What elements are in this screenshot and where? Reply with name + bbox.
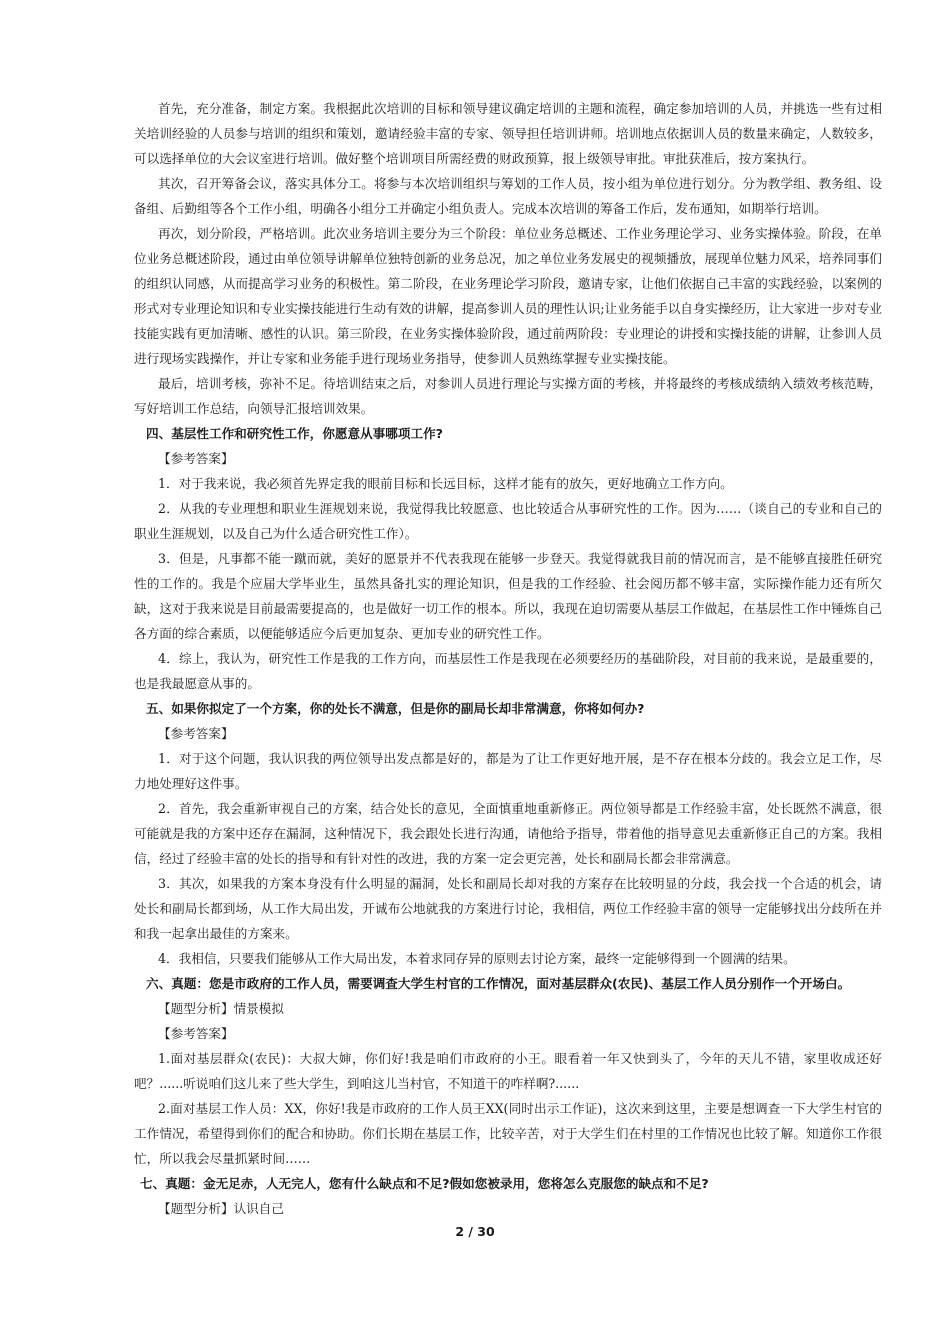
answer-item: 2.面对基层工作人员：XX，你好!我是市政府的工作人员王XX(同时出示工作证)，这次来到这里，主要是想调查一下大学生村官的工作情况，希望得到你们的配合和协助。你们长期在基层工作，比较辛苦，对于大学生们在村里的工作情况也比较了解。知道你工作很忙，所以我会尽量抓紧时间……	[134, 1101, 882, 1166]
question-7-heading: 七、真题：金无足赤，人无完人，您有什么缺点和不足?假如您被录用，您将怎么克服您的缺点和不足?	[140, 1176, 709, 1191]
answer-item: 3．但是，凡事都不能一蹴而就，美好的愿景并不代表我现在能够一步登天。我觉得就我目前的情况而言，是不能够直接胜任研究性的工作的。我是个应届大学毕业生，虽然具备扎实的理论知识，但是我的工作经验、社会阅历都不够丰富，实际操作能力还有所欠缺，这对于我来说是目前最需要提高的，也是做好一切工作的根本。所以，我现在迫切需要从基层工作做起，在基层性工作中锤炼自己各方面的综合素质，以便能够适应今后更加复杂、更加专业的研究性工作。	[134, 551, 882, 641]
paragraph-meeting: 其次，召开筹备会议，落实具体分工。将参与本次培训组织与筹划的工作人员，按小组为单位进行划分。分为教学组、教务组、设备组、后勤组等各个工作小组，明确各小组分工并确定小组负责人。完成本次培训的筹备工作后，发布通知，如期举行培训。	[134, 176, 882, 216]
question-type-analysis: 【题型分析】情景模拟	[158, 1001, 284, 1016]
reference-answer-label: 【参考答案】	[158, 1026, 234, 1041]
answer-item: 1．对于这个问题，我认识我的两位领导出发点都是好的，都是为了让工作更好地开展，是不存在根本分歧的。我会立足工作，尽力地处理好这件事。	[134, 751, 882, 791]
question-4-heading: 四、基层性工作和研究性工作，你愿意从事哪项工作?	[146, 426, 443, 441]
paragraph-stages: 再次，划分阶段，严格培训。此次业务培训主要分为三个阶段：单位业务总概述、工作业务理论学习、业务实操体验。阶段，在单位业务总概述阶段，通过由单位领导讲解单位独特创新的业务总况，加之单位业务发展史的视频播放，展现单位魅力风采，培养同事们的组织认同感，从而提高学习业务的积极性。第二阶段，在业务理论学习阶段，邀请专家，让他们依据自己丰富的实践经验，以案例的形式对专业理论知识和专业实操技能进行生动有效的讲解，提高参训人员的理性认识;让业务能手以自身实操经历，让大家进一步对专业技能实践有更加清晰、感性的认识。第三阶段，在业务实操体验阶段，通过前两阶段：专业理论的讲授和实操技能的讲解，让参训人员进行现场实践操作，并让专家和业务能手进行现场业务指导，使参训人员熟练掌握专业实操技能。	[134, 226, 882, 366]
paragraph-assessment: 最后，培训考核，弥补不足。待培训结束之后，对参训人员进行理论与实操方面的考核，并将最终的考核成绩纳入绩效考核范畴，写好培训工作总结，向领导汇报培训效果。	[134, 376, 882, 416]
answer-item: 2．从我的专业理想和职业生涯规划来说，我觉得我比较愿意、也比较适合从事研究性的工作。因为……（谈自己的专业和自己的职业生涯规划，以及自己为什么适合研究性工作）。	[134, 501, 882, 541]
answer-item: 4．综上，我认为，研究性工作是我的工作方向，而基层性工作是我现在必须要经历的基础阶段，对目前的我来说，是最重要的，也是我最愿意从事的。	[134, 651, 882, 691]
answer-item: 4．我相信，只要我们能够从工作大局出发，本着求同存异的原则去讨论方案，最终一定能够得到一个圆满的结果。	[158, 951, 796, 966]
question-6-heading: 六、真题：您是市政府的工作人员，需要调查大学生村官的工作情况，面对基层群众(农民)、基层工作人员分别作一个开场白。	[146, 976, 851, 991]
document-page	[134, 96, 882, 1221]
answer-item: 3．其次，如果我的方案本身没有什么明显的漏洞，处长和副局长却对我的方案存在比较明显的分歧，我会找一个合适的机会，请处长和副局长都到场，从工作大局出发，开诚布公地就我的方案进行讨论，我相信，两位工作经验丰富的领导一定能够找出分歧所在并和我一起拿出最佳的方案来。	[134, 876, 882, 941]
answer-item: 1.面对基层群众(农民)：大叔大婶，你们好!我是咱们市政府的小王。眼看着一年又快到头了，今年的天儿不错，家里收成还好吧？......听说咱们这儿来了些大学生，到咱这儿当村官，不知道干的咋样啊?......	[134, 1051, 882, 1091]
paragraph-prepare: 首先，充分准备，制定方案。我根据此次培训的目标和领导建议确定培训的主题和流程，确定参加培训的人员，并挑选一些有过相关培训经验的人员参与培训的组织和策划，邀请经验丰富的专家、领导担任培训讲师。培训地点依据训人员的数量来确定，人数较多，可以选择单位的大会议室进行培训。做好整个培训项目所需经费的财政预算，报上级领导审批。审批获准后，按方案执行。	[134, 101, 882, 166]
answer-item: 1．对于我来说，我必须首先界定我的眼前目标和长远目标，这样才能有的放矢，更好地确立工作方向。	[158, 476, 733, 491]
answer-item: 2．首先，我会重新审视自己的方案，结合处长的意见，全面慎重地重新修正。两位领导都是工作经验丰富，处长既然不满意，很可能就是我的方案中还存在漏洞，这种情况下，我会跟处长进行沟通，请他给予指导，带着他的指导意见去重新修正自己的方案。我相信，经过了经验丰富的处长的指导和有针对性的改进，我的方案一定会更完善，处长和副局长都会非常满意。	[134, 801, 882, 866]
question-5-heading: 五、如果你拟定了一个方案，你的处长不满意，但是你的副局长却非常满意，你将如何办?	[146, 701, 645, 716]
reference-answer-label: 【参考答案】	[158, 451, 234, 466]
reference-answer-label: 【参考答案】	[158, 726, 234, 741]
page-number: 2 / 30	[455, 1224, 495, 1239]
question-type-analysis: 【题型分析】认识自己	[158, 1201, 284, 1216]
